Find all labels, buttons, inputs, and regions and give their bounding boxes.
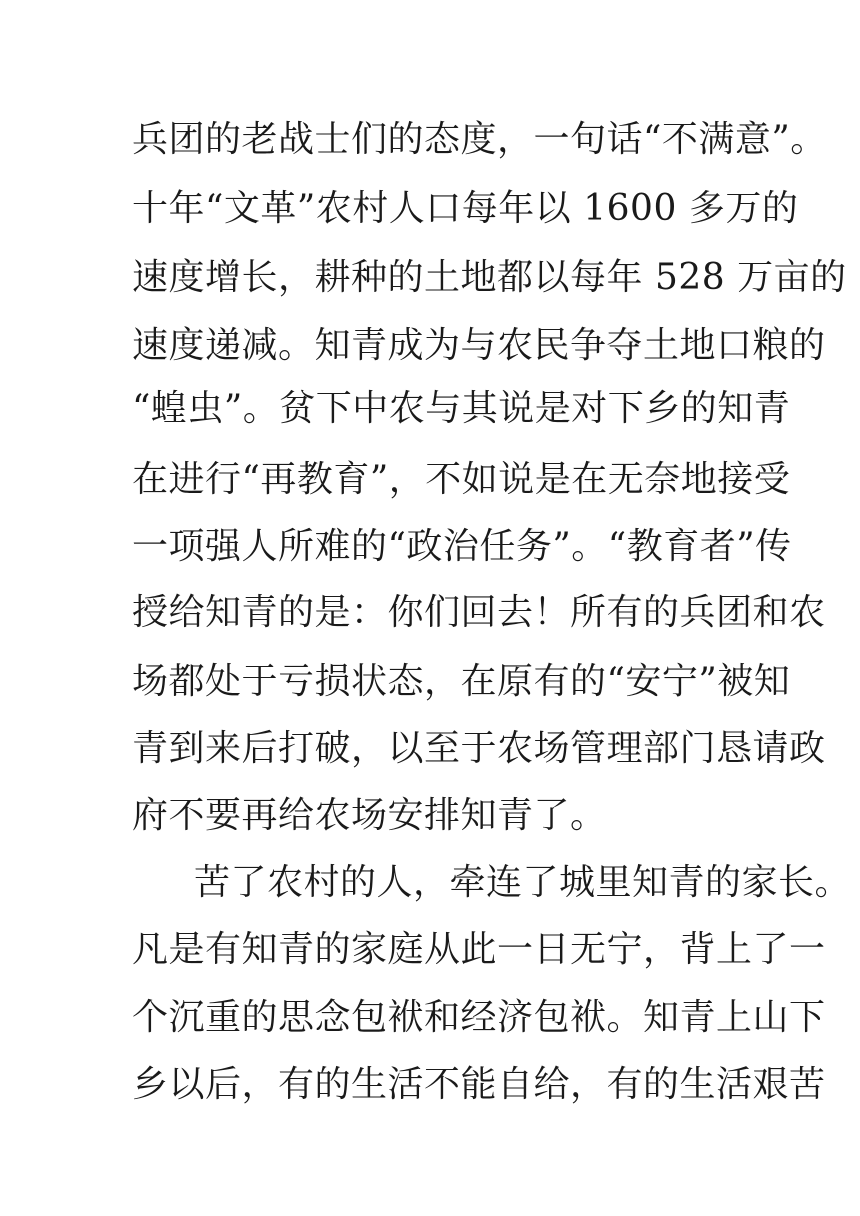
text-line: 授给知青的是：你们回去！所有的兵团和农 [132, 592, 826, 633]
text-line: 速度增长，耕种的土地都以每年 528 万亩的 [132, 257, 847, 298]
text-line: 府不要再给农场安排知青了。 [132, 795, 607, 836]
text-line: 兵团的老战士们的态度，一句话“不满意”。 [132, 119, 827, 160]
text-line: 凡是有知青的家庭从此一日无宁，背上了一 [132, 929, 826, 970]
text-line: 速度递减。知青成为与农民争夺土地口粮的 [132, 325, 826, 366]
text-line: 场都处于亏损状态，在原有的“安宁”被知 [132, 661, 791, 702]
text-line: 青到来后打破，以至于农场管理部门恳请政 [132, 728, 826, 769]
text-line: 在进行“再教育”，不如说是在无奈地接受 [132, 459, 791, 500]
text-line: 一项强人所难的“政治任务”。“教育者”传 [132, 526, 792, 567]
text-line: 个沉重的思念包袱和经济包袱。知青上山下 [132, 997, 826, 1038]
text-line-indented: 苦了农村的人，牵连了城里知青的家长。 [194, 862, 852, 903]
text-line: 乡以后，有的生活不能自给，有的生活艰苦 [132, 1064, 826, 1105]
text-line: “蝗虫”。贫下中农与其说是对下乡的知青 [132, 388, 791, 429]
text-line: 十年“文革”农村人口每年以 1600 多万的 [132, 188, 799, 229]
